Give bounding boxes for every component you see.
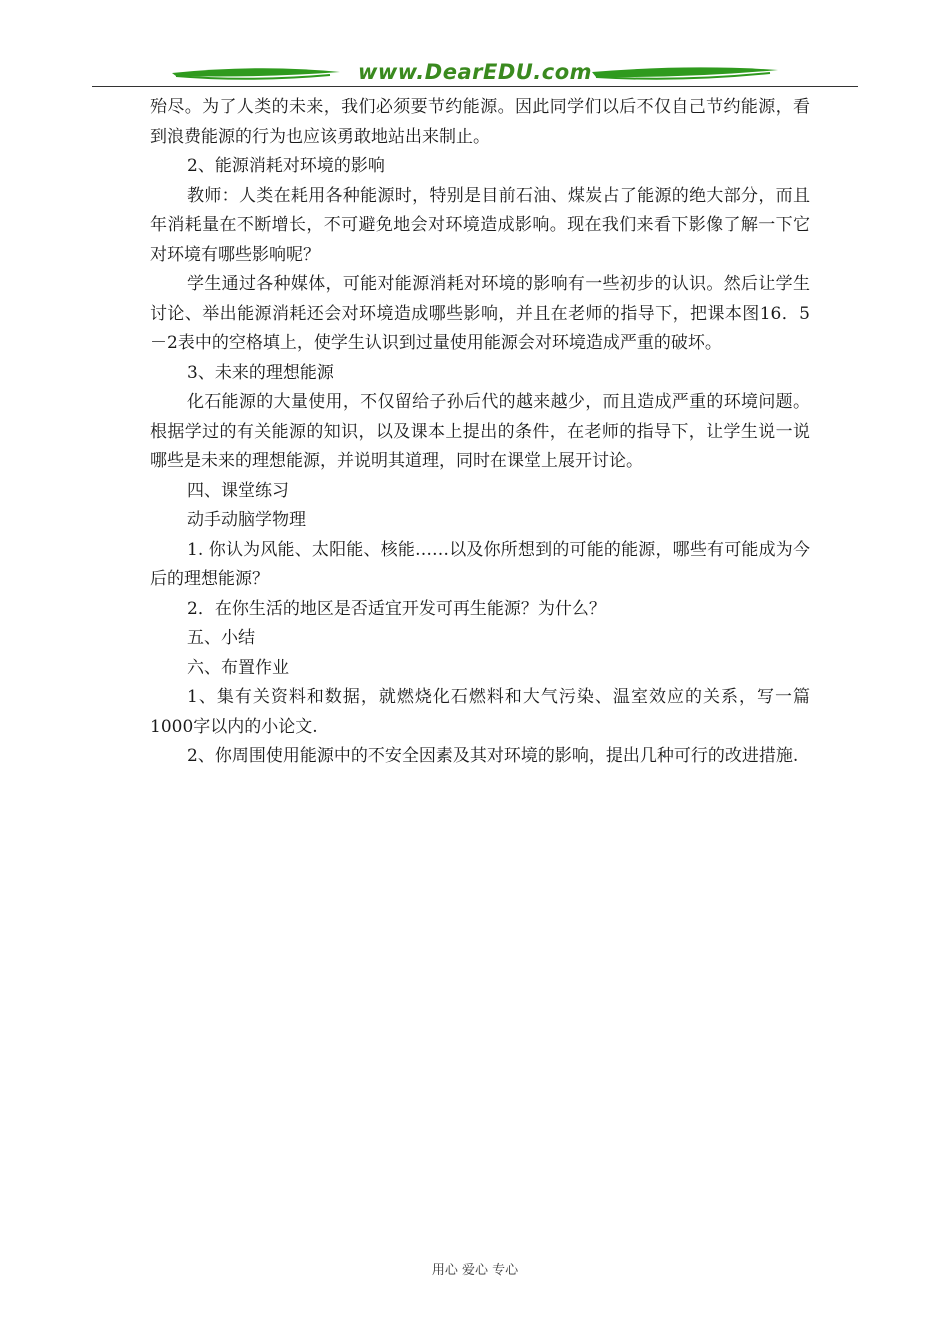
header-divider — [92, 86, 858, 87]
section-heading: 3、未来的理想能源 — [187, 362, 334, 383]
homework-item: 1、集有关资料和数据，就燃烧化石燃料和大气污染、温室效应的关系，写一篇1000字以内的小论文. — [150, 687, 810, 737]
section-heading: 六、布置作业 — [187, 657, 289, 678]
paragraph: 化石能源的大量使用，不仅留给子孙后代的越来越少，而且造成严重的环境问题。根据学过的有关能源的知识，以及课本上提出的条件，在老师的指导下，让学生说一说哪些是未来的理想能源，并说明其道理，同时在课堂上展开讨论。 — [150, 392, 810, 471]
paragraph: 学生通过各种媒体，可能对能源消耗对环境的影响有一些初步的认识。然后让学生讨论、举出能源消耗还会对环境造成哪些影响，并且在老师的指导下，把课本图16．5－2表中的空格填上，使学生认识到过量使用能源会对环境造成严重的破坏。 — [150, 274, 810, 353]
paragraph: 教师：人类在耗用各种能源时，特别是目前石油、煤炭占了能源的绝大部分，而且年消耗量在不断增长，不可避免地会对环境造成影响。现在我们来看下影像了解一下它对环境有哪些影响呢？ — [150, 185, 810, 265]
section-heading: 四、课堂练习 — [187, 480, 289, 501]
section-heading: 五、小结 — [187, 628, 255, 648]
exercise-item: 2．在你生活的地区是否适宜开发可再生能源？为什么？ — [187, 598, 606, 619]
site-logo-text: www.DearEDU.com — [357, 60, 593, 84]
paragraph: 殆尽。为了人类的未来，我们必须要节约能源。因此同学们以后不仅自己节约能源，看到浪费能源的行为也应该勇敢地站出来制止。 — [150, 97, 810, 147]
page-footer: 用心 爱心 专心 — [431, 1263, 519, 1278]
homework-item: 2、你周围使用能源中的不安全因素及其对环境的影响，提出几种可行的改进措施. — [187, 746, 799, 766]
section-heading: 2、能源消耗对环境的影响 — [187, 156, 385, 176]
document-body — [150, 93, 810, 772]
exercise-item: 1. 你认为风能、太阳能、核能……以及你所想到的可能的能源，哪些有可能成为今后的理想能源？ — [150, 539, 810, 589]
subheading: 动手动脑学物理 — [187, 510, 306, 530]
